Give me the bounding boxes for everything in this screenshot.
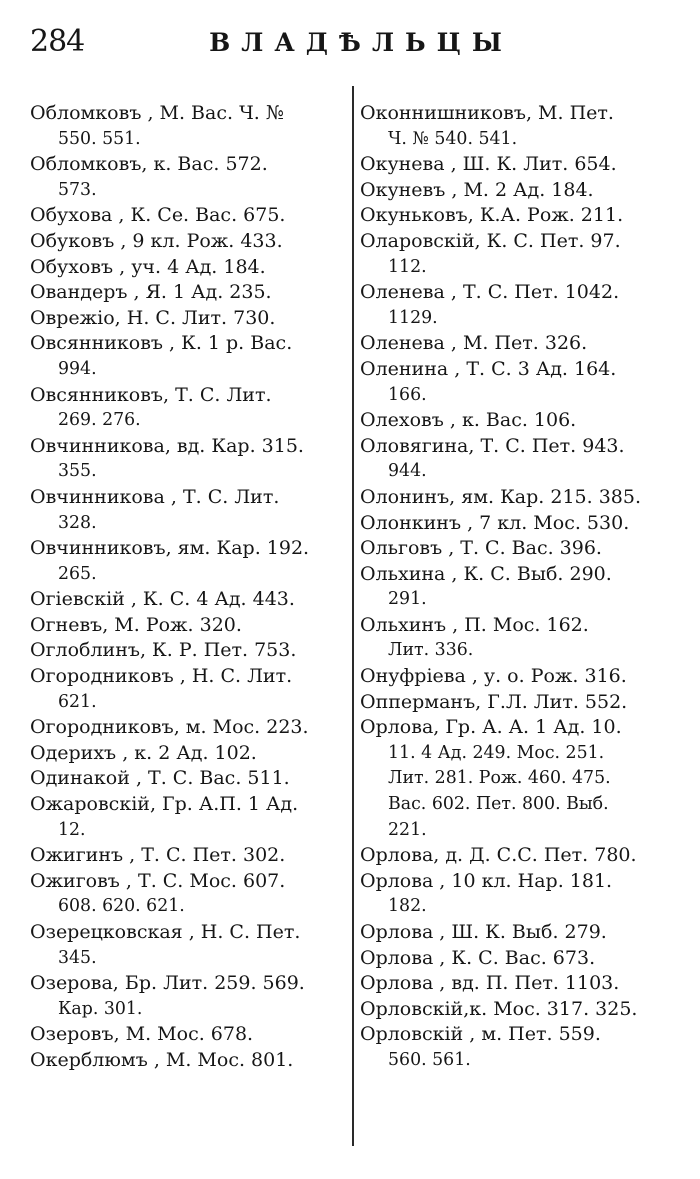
- index-entry: [30, 1022, 348, 1048]
- entry-continuation-line: 291.: [388, 589, 427, 610]
- page-number: 284: [30, 24, 85, 59]
- entry-line: Обуковъ , 9 кл. Рож. 433.: [30, 229, 283, 252]
- entry-continuation-line: 328.: [58, 512, 97, 533]
- entry-line: Ожигинъ , Т. С. Пет. 302.: [30, 844, 286, 867]
- entry-line: Овчинникова, вд. Кар. 315.: [30, 434, 304, 457]
- entry-line: Оглоблинъ, К. Р. Пет. 753.: [30, 639, 297, 662]
- index-entry: [30, 843, 348, 869]
- index-entry: [30, 869, 348, 920]
- entry-continuation-line: Лит. 336.: [388, 640, 474, 661]
- entry-continuation-line: Ч. № 540. 541.: [388, 128, 518, 149]
- entry-line: Окунева , Ш. К. Лит. 654.: [360, 153, 617, 176]
- index-entry: [360, 920, 682, 946]
- index-entry: [360, 408, 682, 434]
- entry-continuation-line: Лит. 281. Рож. 460. 475.: [388, 768, 611, 789]
- index-entry: [30, 536, 348, 587]
- index-entry: [30, 664, 348, 715]
- index-entry: [360, 997, 682, 1023]
- index-entry: [360, 562, 682, 613]
- entry-line: Огородниковъ , Н. С. Лит.: [30, 665, 293, 688]
- entry-line: Опперманъ, Г.Л. Лит. 552.: [360, 690, 628, 713]
- entry-line: Окуневъ , М. 2 Ад. 184.: [360, 178, 594, 201]
- entry-continuation-line: Вас. 602. Пет. 800. Выб.: [388, 794, 609, 815]
- entry-line: Оларовскій, К. С. Пет. 97.: [360, 229, 621, 252]
- entry-continuation-line: 573.: [58, 179, 97, 200]
- entry-continuation-line: 112.: [388, 256, 427, 277]
- index-entry: [30, 766, 348, 792]
- index-entry: [30, 715, 348, 741]
- entry-line: Оконнишниковъ, М. Пет.: [360, 102, 614, 124]
- entry-continuation-line: 182.: [388, 896, 427, 917]
- entry-continuation-line: Кар. 301.: [58, 998, 143, 1019]
- index-entry: [30, 434, 348, 485]
- index-entry: [30, 306, 348, 332]
- index-entry: [30, 792, 348, 843]
- entry-continuation-line: 11. 4 Ад. 249. Мос. 251.: [388, 742, 605, 763]
- index-entry: [360, 203, 682, 229]
- index-entry: [360, 690, 682, 716]
- index-entry: [360, 357, 682, 408]
- index-entry: [360, 971, 682, 997]
- entry-line: Овсянниковъ , К. 1 р. Вас.: [30, 332, 293, 355]
- entry-line: Огородниковъ, м. Мос. 223.: [30, 716, 309, 739]
- index-entry: [360, 946, 682, 972]
- index-entry: [30, 971, 348, 1022]
- index-entry: [30, 101, 348, 152]
- entry-line: Овандеръ , Я. 1 Ад. 235.: [30, 281, 272, 304]
- entry-line: Обломковъ, к. Вас. 572.: [30, 153, 268, 176]
- entry-line: Озерецковская , Н. С. Пет.: [30, 921, 301, 943]
- index-entry: [360, 331, 682, 357]
- index-entry: [360, 434, 682, 485]
- index-entry: [360, 715, 682, 843]
- index-entry: [30, 383, 348, 434]
- entry-continuation-line: 265.: [58, 563, 97, 584]
- entry-continuation-line: 269. 276.: [58, 410, 141, 431]
- entry-line: Одерихъ , к. 2 Ад. 102.: [30, 741, 257, 764]
- index-entry: [30, 587, 348, 613]
- index-entry: [30, 638, 348, 664]
- column-divider: [352, 86, 354, 1146]
- entry-continuation-line: 944.: [388, 461, 427, 482]
- entry-continuation-line: 994.: [58, 358, 97, 379]
- entry-continuation-line: 355.: [58, 461, 97, 482]
- entry-line: Оленева , Т. С. Пет. 1042.: [360, 281, 620, 304]
- entry-continuation-line: 550. 551.: [58, 128, 141, 149]
- left-column: [30, 101, 348, 1074]
- index-entry: [360, 485, 682, 511]
- entry-line: Ожаровскій, Гр. А.П. 1 Ад.: [30, 793, 299, 816]
- entry-line: Орловскій,к. Мос. 317. 325.: [360, 997, 638, 1020]
- entry-continuation-line: 12.: [58, 819, 86, 840]
- index-entry: [360, 152, 682, 178]
- index-entry: [30, 331, 348, 382]
- index-entry: [30, 613, 348, 639]
- index-entry: [360, 869, 682, 920]
- entry-line: Огіевскій , К. С. 4 Ад. 443.: [30, 588, 295, 611]
- entry-line: Оловягина, Т. С. Пет. 943.: [360, 434, 625, 457]
- index-entry: [30, 1048, 348, 1074]
- entry-line: Оленева , М. Пет. 326.: [360, 332, 588, 355]
- index-entry: [30, 255, 348, 281]
- entry-line: Орловскій , м. Пет. 559.: [360, 1023, 601, 1046]
- entry-continuation-line: 1129.: [388, 307, 438, 328]
- index-entry: [360, 229, 682, 280]
- entry-line: Олеховъ , к. Вас. 106.: [360, 409, 577, 432]
- index-entry: [360, 664, 682, 690]
- index-entry: [30, 741, 348, 767]
- index-entry: [360, 511, 682, 537]
- entry-line: Олонинъ, ям. Кар. 215. 385.: [360, 485, 642, 508]
- entry-line: Овчинниковъ, ям. Кар. 192.: [30, 537, 310, 560]
- entry-line: Озеровъ, М. Мос. 678.: [30, 1023, 254, 1046]
- entry-line: Онуфріева , у. о. Рож. 316.: [360, 665, 627, 688]
- entry-line: Окуньковъ, К.А. Рож. 211.: [360, 204, 624, 227]
- entry-line: Овчинникова , Т. С. Лит.: [30, 485, 280, 508]
- entry-line: Орлова, д. Д. С.С. Пет. 780.: [360, 844, 637, 867]
- entry-line: Ожиговъ , Т. С. Мос. 607.: [30, 869, 286, 892]
- entry-line: Огневъ, М. Рож. 320.: [30, 613, 242, 636]
- entry-line: Окерблюмъ , М. Мос. 801.: [30, 1048, 294, 1071]
- running-title: ВЛАДѢЛЬЦЫ: [209, 28, 513, 57]
- entry-line: Обломковъ , М. Вас. Ч. №: [30, 102, 284, 124]
- entry-line: Обухова , К. Се. Вас. 675.: [30, 204, 286, 227]
- entry-line: Орлова , Ш. К. Выб. 279.: [360, 921, 607, 943]
- right-column: [360, 101, 682, 1074]
- index-entry: [30, 280, 348, 306]
- entry-continuation-line: 621.: [58, 691, 97, 712]
- entry-line: Орлова , 10 кл. Нар. 181.: [360, 869, 613, 892]
- index-entry: [360, 178, 682, 204]
- index-entry: [360, 280, 682, 331]
- entry-line: Ольхина , К. С. Выб. 290.: [360, 562, 612, 585]
- entry-continuation-line: 221.: [388, 819, 427, 840]
- index-entry: [30, 203, 348, 229]
- entry-line: Ольхинъ , П. Мос. 162.: [360, 613, 589, 636]
- index-entry: [360, 613, 682, 664]
- index-entry: [360, 1022, 682, 1073]
- entry-line: Орлова, Гр. А. А. 1 Ад. 10.: [360, 716, 622, 739]
- index-entry: [30, 229, 348, 255]
- index-entry: [30, 920, 348, 971]
- index-entry: [30, 485, 348, 536]
- entry-line: Оврежіо, Н. С. Лит. 730.: [30, 306, 276, 329]
- entry-line: Орлова , К. С. Вас. 673.: [360, 946, 596, 969]
- entry-line: Обуховъ , уч. 4 Ад. 184.: [30, 255, 266, 278]
- entry-line: Оленина , Т. С. 3 Ад. 164.: [360, 357, 617, 380]
- index-entry: [360, 101, 682, 152]
- entry-line: Ольговъ , Т. С. Вас. 396.: [360, 537, 602, 560]
- entry-line: Овсянниковъ, Т. С. Лит.: [30, 383, 272, 406]
- entry-continuation-line: 345.: [58, 947, 97, 968]
- index-entry: [30, 152, 348, 203]
- index-entry: [360, 843, 682, 869]
- entry-continuation-line: 608. 620. 621.: [58, 896, 185, 917]
- entry-line: Орлова , вд. П. Пет. 1103.: [360, 972, 620, 995]
- entry-continuation-line: 560. 561.: [388, 1049, 471, 1070]
- entry-line: Олонкинъ , 7 кл. Мос. 530.: [360, 511, 630, 534]
- entry-continuation-line: 166.: [388, 384, 427, 405]
- entry-line: Одинакой , Т. С. Вас. 511.: [30, 767, 290, 790]
- index-entry: [360, 536, 682, 562]
- entry-line: Озерова, Бр. Лит. 259. 569.: [30, 972, 305, 995]
